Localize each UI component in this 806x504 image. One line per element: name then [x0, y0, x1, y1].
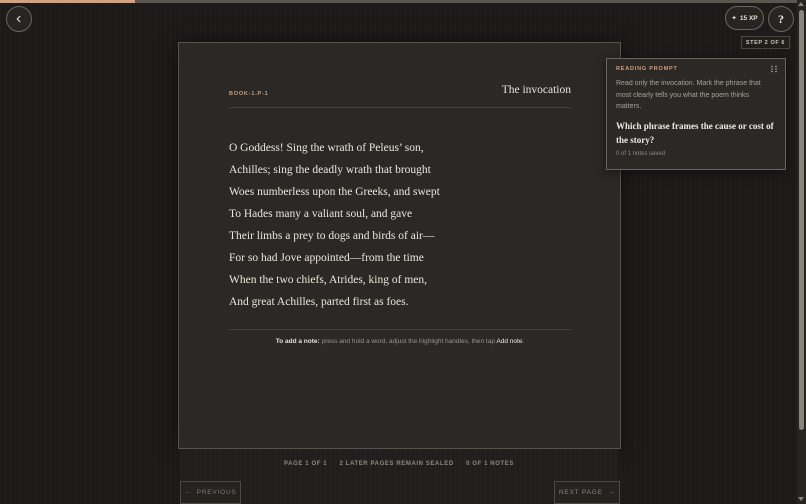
step-indicator: STEP 2 OF 6: [741, 36, 790, 49]
progress-bar: [0, 0, 806, 3]
prompt-label: READING PROMPT: [616, 66, 678, 72]
scrollbar[interactable]: [797, 0, 806, 504]
note-instruction: [229, 338, 571, 345]
prompt-instructions: Read only the invocation. Mark the phrase that most clearly tells you what the poem thinks matters.: [616, 80, 761, 111]
page-id: BOOK-1.P-1: [229, 91, 269, 97]
note-instruction-end: .: [522, 338, 525, 345]
note-instruction-body: press and hold a word, adjust the highlight handles, then tap: [319, 338, 497, 345]
page-header: [229, 84, 571, 108]
progress-fill: [0, 0, 135, 3]
previous-label: PREVIOUS: [196, 489, 237, 496]
scroll-thumb[interactable]: [799, 10, 804, 430]
reading-prompt-panel: [606, 58, 786, 170]
help-button[interactable]: ?: [768, 6, 794, 32]
prompt-question: Which phrase frames the cause or cost of the story?: [616, 121, 774, 145]
notes-saved-status: 0 of 1 notes saved: [616, 151, 666, 157]
sparkle-icon: ✦: [731, 15, 737, 22]
note-instruction-lead: To add a note:: [275, 338, 320, 345]
footer-status: [180, 461, 618, 467]
sealed-pages-status: 2 LATER PAGES REMAIN SEALED: [339, 461, 454, 467]
next-page-button[interactable]: [554, 481, 620, 504]
arrow-right-icon: →: [607, 489, 616, 496]
add-note-hint: Add note: [496, 338, 523, 345]
poem-line[interactable]: Woes numberless upon the Greeks, and swept: [229, 186, 440, 198]
chevron-left-icon: [15, 15, 23, 23]
poem-line[interactable]: For so had Jove appointed—from the time: [229, 252, 424, 264]
poem-line[interactable]: When the two chiefs, Atrides, king of men,: [229, 274, 428, 286]
divider: [229, 329, 571, 330]
poem-line[interactable]: O Goddess! Sing the wrath of Peleus’ son,: [229, 142, 424, 154]
poem-text[interactable]: [229, 137, 571, 313]
xp-label: 15 XP: [739, 14, 758, 22]
poem-line[interactable]: Achilles; sing the deadly wrath that brought: [229, 164, 431, 176]
notes-count: 0 OF 1 NOTES: [466, 461, 514, 467]
back-button[interactable]: [6, 6, 32, 32]
next-page-label: NEXT PAGE: [558, 489, 603, 496]
page-count: PAGE 1 OF 1: [284, 461, 328, 467]
page-title: The invocation: [501, 84, 571, 96]
drag-handle-icon[interactable]: [770, 65, 778, 73]
previous-button[interactable]: [180, 481, 241, 504]
poem-line[interactable]: To Hades many a valiant soul, and gave: [229, 208, 413, 220]
xp-badge[interactable]: [725, 6, 764, 30]
poem-line[interactable]: Their limbs a prey to dogs and birds of air—: [229, 230, 435, 242]
footer-bar: [180, 449, 618, 504]
arrow-left-icon: ←: [184, 489, 192, 496]
scroll-up-arrow-icon[interactable]: [798, 2, 804, 6]
scroll-down-arrow-icon[interactable]: [798, 497, 804, 501]
poem-line[interactable]: And great Achilles, parted first as foes.: [229, 296, 409, 308]
reading-page: [178, 42, 621, 449]
